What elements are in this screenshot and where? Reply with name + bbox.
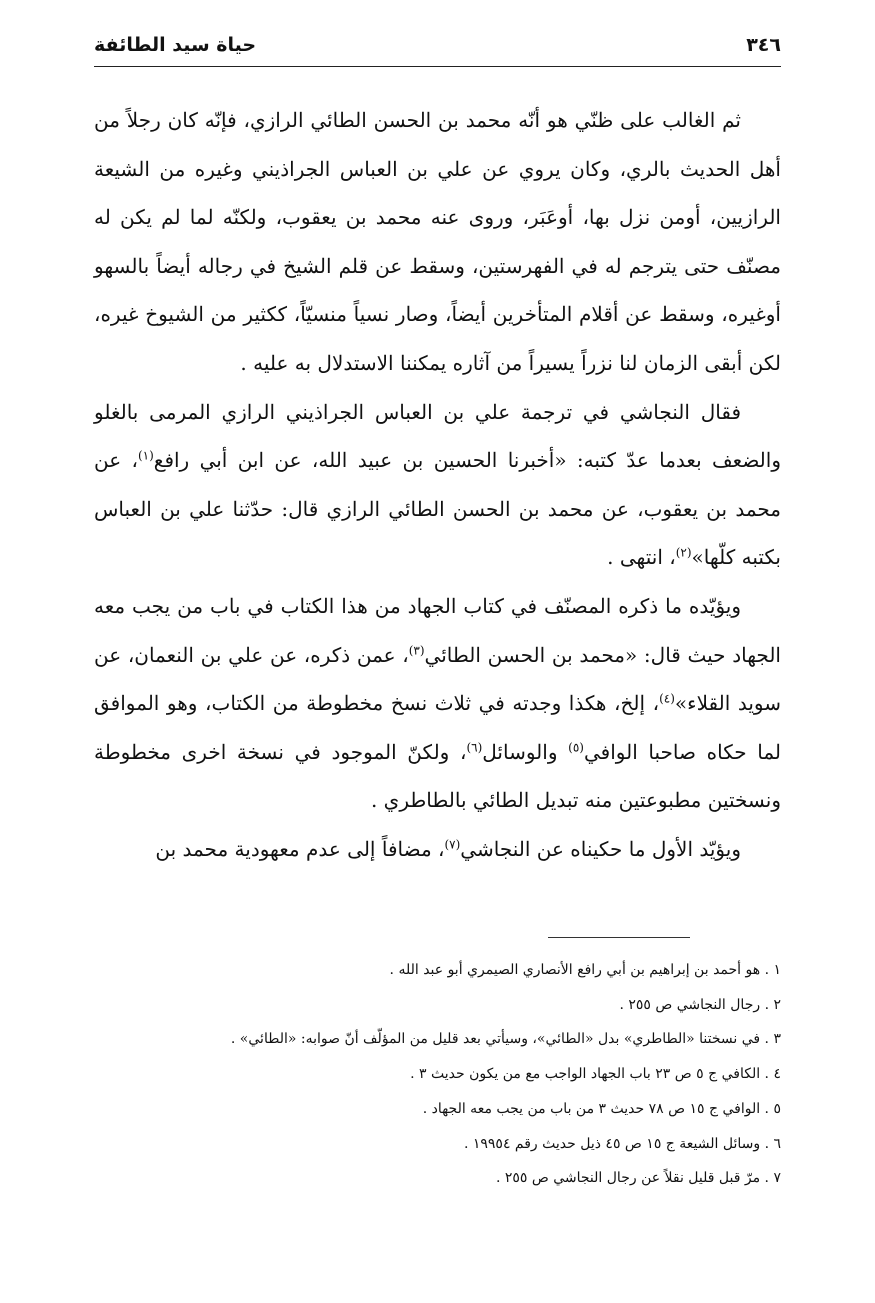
running-header — [94, 30, 781, 67]
footnote-separator — [548, 937, 690, 938]
footnote-ref-3[interactable]: (٣) — [408, 642, 425, 657]
footnote-ref-1[interactable]: (١) — [137, 448, 154, 463]
paragraph-2 — [94, 388, 781, 582]
page-number: ٣٤٦ — [746, 34, 781, 56]
text-run: ، مضافاً إلى عدم معهودية محمد بن — [155, 836, 445, 861]
text-run: ، عمن ذكره، عن علي بن النعمان، عن سويد القلاء» — [94, 642, 781, 716]
footnote-1: ١ . هو أحمد بن إبراهيم بن أبي رافع الأنصاري الصيمري أبو عبد الله . — [389, 962, 781, 978]
footnotes — [230, 953, 781, 1196]
main-text — [94, 96, 781, 874]
text-run: ويؤيّده ما ذكره المصنّف في كتاب الجهاد من هذا الكتاب في باب من يجب معه الجهاد حيث قال: «محمد بن الحسن الطائي — [94, 593, 781, 667]
footnote-ref-2[interactable]: (٢) — [675, 545, 692, 560]
footnote-3: ٣ . في نسختنا «الطاطري» بدل «الطائي»، وسيأتي بعد قليل من المؤلّف أنّ صوابه: «الطائي» . — [230, 1031, 781, 1048]
paragraph-3 — [94, 582, 781, 825]
paragraph-1: ثم الغالب على ظنّي هو أنّه محمد بن الحسن الطائي الرازي، فإنّه كان رجلاً من أهل الحديث بالري، وكان يروي عن علي بن العباس الجراذيني وغيره من الشيعة الرازيين، أومن نزل بها، أوعَبَر، وروى عنه محمد بن يعقوب، ولكنّه لما لم يكن له مصنّف حتى يترجم له في الفهرستين، وسقط عن قلم الشيخ في رجاله أيضاً بالسهو أوغيره، وسقط عن أقلام المتأخرين أيضاً، وصار نسياً منسيّاً، ككثير من الشيوخ غيره، لكن أبقى الزمان لنا نزراً يسيراً من آثاره يمكننا الاستدلال به عليه . — [94, 108, 781, 375]
footnote-4: ٤ . الكافي ج ٥ ص ٢٣ باب الجهاد الواجب مع من يكون حديث ٣ . — [410, 1066, 781, 1083]
paragraph-4 — [94, 825, 781, 874]
text-run: ، عن محمد بن يعقوب، عن محمد بن الحسن الطائي الرازي قال: حدّثنا علي بن العباس بكتبه كلّها» — [94, 448, 781, 570]
text-run: والوسائل — [482, 739, 569, 764]
text-run: ، انتهى . — [607, 545, 676, 570]
footnote-7: ٧ . مرّ قبل قليل نقلاً عن رجال النجاشي ص ٢٥٥ . — [495, 1170, 781, 1187]
footnote-2: ٢ . رجال النجاشي ص ٢٥٥ . — [619, 996, 781, 1013]
footnote-ref-6[interactable]: (٦) — [466, 740, 483, 755]
footnote-6: ٦ . وسائل الشيعة ج ١٥ ص ٤٥ ذيل حديث رقم ١٩٩٥٤ . — [463, 1135, 781, 1152]
text-run: فقال النجاشي في ترجمة علي بن العباس الجراذيني الرازي المرمى بالغلو والضعف بعدما عدّ كتبه: «أخبرنا الحسين بن عبيد الله، عن ابن أبي رافع — [94, 399, 781, 473]
text-run: ، ولكنّ الموجود في نسخة اخرى مخطوطة ونسختين مطبوعتين منه تبديل الطائي بالطاطري . — [94, 739, 781, 813]
footnote-5: ٥ . الوافي ج ١٥ ص ٧٨ حديث ٣ من باب من يجب معه الجهاد . — [422, 1100, 781, 1117]
footnote-ref-7[interactable]: (٧) — [444, 837, 461, 852]
footnote-ref-4[interactable]: (٤) — [659, 691, 675, 706]
footnote-ref-5[interactable]: (٥) — [568, 740, 584, 755]
text-run: ، إلخ، هكذا وجدته في ثلاث نسخ مخطوطة من الكتاب، وهو الموافق لما حكاه صاحبا الوافي — [94, 691, 782, 764]
running-title: حياة سيد الطائفة — [94, 34, 257, 56]
text-run: ويؤيّد الأول ما حكيناه عن النجاشي — [460, 836, 741, 861]
